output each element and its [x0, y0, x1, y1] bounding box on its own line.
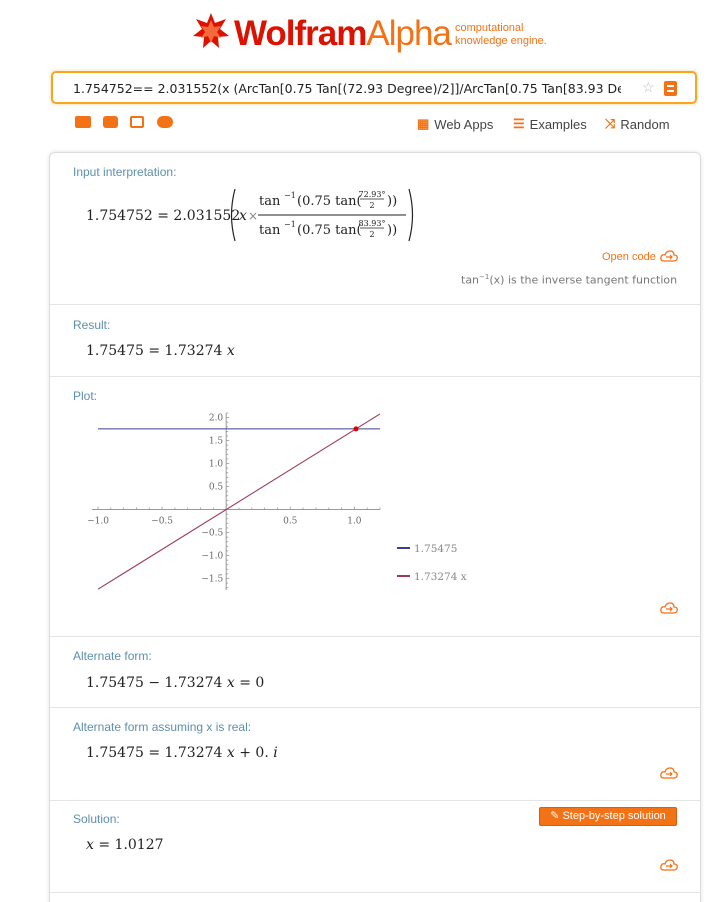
den-tan: tan [259, 223, 281, 238]
den-sup: −1 [284, 220, 296, 229]
num-arg: (0.75 tan( [297, 194, 362, 209]
camera-icon[interactable] [103, 116, 118, 128]
pod-alternate-form [50, 637, 700, 708]
result-expression: 1.75475 = 1.73274 x [86, 343, 235, 359]
den-close: )) [387, 223, 398, 238]
pod-result [50, 305, 700, 377]
nav-random[interactable]: ⤨ Random [605, 116, 670, 132]
x-tick-label: −1.0 [87, 516, 109, 527]
query-submit-button[interactable] [664, 81, 677, 96]
num-close: )) [387, 194, 398, 209]
search-input[interactable] [73, 81, 621, 96]
y-tick-label: −1.5 [201, 574, 224, 585]
logo-wordmark: WolframAlpha [234, 14, 451, 53]
y-tick-label: −0.5 [201, 528, 224, 539]
alternate-expression: 1.75475 − 1.73274 x = 0 [86, 675, 265, 691]
grid-icon: ▦ [417, 116, 430, 131]
table-icon[interactable] [130, 116, 144, 128]
input-var: x [239, 208, 247, 224]
den-arg: (0.75 tan( [297, 223, 362, 238]
pod-title: Plot: [73, 389, 98, 403]
y-tick-label: 0.5 [208, 482, 224, 493]
step-by-step-solution-button[interactable]: ✎ Step-by-step solution [539, 807, 677, 826]
x-tick-label: −0.5 [151, 516, 174, 527]
pod-title: Solution: [73, 812, 120, 826]
inverse-tangent-note: $\tan^{-1}(x)$ is the inverse tangent function [461, 273, 678, 287]
intersection-point [353, 426, 358, 431]
pod-title: Result: [73, 318, 111, 332]
results-card [49, 152, 701, 902]
solution-expression: x = 1.0127 [86, 837, 164, 853]
y-tick-label: 1.0 [208, 459, 224, 470]
pod-alternate-form-real [50, 708, 700, 801]
plot-chart [50, 405, 700, 605]
pod-title: Input interpretation: [73, 165, 177, 179]
open-code-link[interactable]: Open code [602, 251, 656, 263]
edit-icon: ✎ [550, 810, 560, 822]
keyboard-icon[interactable] [75, 116, 91, 128]
cloud-export-icon[interactable] [660, 602, 678, 614]
spikey-logo-icon [192, 12, 230, 50]
list-icon: ☰ [513, 116, 525, 131]
cloud-export-icon[interactable] [660, 767, 678, 779]
x-tick-label: 0.5 [283, 516, 298, 527]
cloud-export-icon[interactable] [660, 859, 678, 871]
pod-title: Alternate form: [73, 649, 152, 663]
series-line-linear [98, 414, 380, 589]
legend-label: 1.73274 x [414, 571, 467, 583]
legend-label: 1.75475 [414, 543, 458, 555]
wolfram-alpha-logo[interactable] [192, 12, 572, 52]
shuffle-icon: ⤨ [605, 116, 616, 131]
pod-input-interpretation [50, 153, 700, 305]
num-angle: 72.93° [358, 190, 386, 199]
y-tick-label: 1.5 [208, 436, 224, 447]
extras-icon[interactable] [157, 116, 173, 128]
x-tick-label: 1.0 [347, 516, 362, 527]
alternate-real-expression: 1.75475 = 1.73274 x + 0. i [86, 745, 278, 761]
num-tan: tan [259, 194, 281, 209]
input-lhs: 1.754752 = 2.031552 [86, 208, 241, 224]
times-sign: × [248, 209, 259, 223]
favorite-star-icon[interactable]: ☆ [642, 79, 655, 95]
nav-examples[interactable]: ☰ Examples [513, 116, 587, 132]
pod-plot [50, 377, 700, 637]
input-fraction [226, 187, 416, 243]
num-sup: −1 [284, 191, 296, 200]
den-angle: 83.93° [358, 219, 386, 228]
nav-web-apps[interactable]: ▦ Web Apps [417, 116, 494, 132]
search-box[interactable] [51, 71, 697, 104]
num-half: 2 [369, 201, 375, 210]
y-tick-label: 2.0 [208, 413, 224, 424]
y-tick-label: −1.0 [201, 551, 224, 562]
pod-title: Alternate form assuming x is real: [73, 720, 252, 734]
den-half: 2 [369, 230, 375, 239]
cloud-export-icon[interactable] [660, 250, 678, 262]
logo-tagline: computational knowledge engine. [455, 22, 547, 47]
